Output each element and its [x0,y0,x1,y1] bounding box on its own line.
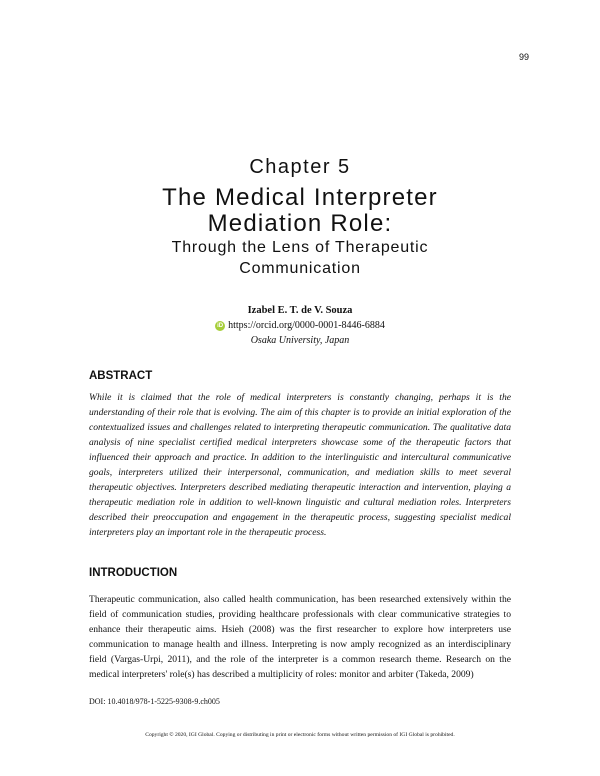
abstract-body: While it is claimed that the role of medical interpreters is constantly changing, perhaps it is the understanding of their role that is evolving. The aim of this chapter is to provide an initial exploration of the contextualized issues and challenges related to interpreting therapeutic communication. The qualitative data analysis of nine specialist certified medical interpreters showcase some of the therapeutic factors that influenced their approach and practice. In addition to the interlinguistic and intercultural communicative goals, interpreters utilized their interpersonal, communication, and mediation skills to meet several therapeutic objectives. Interpreters described mediating therapeutic interaction and intervention, playing a therapeutic mediation role in addition to well-known linguistic and cultural mediation roles. Interpreters described their preoccupation and engagement in the therapeutic process, suggesting specialist medical interpreters play an important role in the therapeutic process. [89,392,511,538]
chapter-subtitle-line-2: Communication [239,260,361,277]
orcid-icon: iD [217,322,224,329]
chapter-subtitle-line-1: Through the Lens of Therapeutic [171,239,429,256]
page-number: 99 [518,52,529,62]
author-name: Izabel E. T. de V. Souza [247,305,353,316]
abstract-heading: ABSTRACT [89,370,153,382]
author-affiliation: Osaka University, Japan [250,335,350,346]
chapter-title-line-2: Mediation Role: [207,210,393,237]
chapter-title-line-1: The Medical Interpreter [162,184,438,211]
copyright-notice: Copyright © 2020, IGI Global. Copying or distributing in print or electronic forms without written permission of IGI Global is prohibited. [145,732,455,738]
orcid-link[interactable]: https://orcid.org/0000-0001-8446-6884 [228,320,385,331]
doi-line: DOI: 10.4018/978-1-5225-9308-9.ch005 [89,697,220,706]
chapter-label: Chapter 5 [249,156,351,178]
orcid-line [0,320,600,331]
introduction-heading: INTRODUCTION [89,567,178,579]
introduction-body: Therapeutic communication, also called health communication, has been researched extensively within the field of communication studies, providing healthcare professionals with clear communicative strategies to enhance their therapeutic aims. Hsieh (2008) was the first researcher to explore how interpreters use communication to manage health and illness. Interpreting is now amply recognized as an interdisciplinary field (Vargas-Urpi, 2011), and the role of the interpreter is a common research theme. Research on the medical interpreters' role(s) has described a multiplicity of roles: monitor and arbiter (Takeda, 2009) [89,594,511,680]
